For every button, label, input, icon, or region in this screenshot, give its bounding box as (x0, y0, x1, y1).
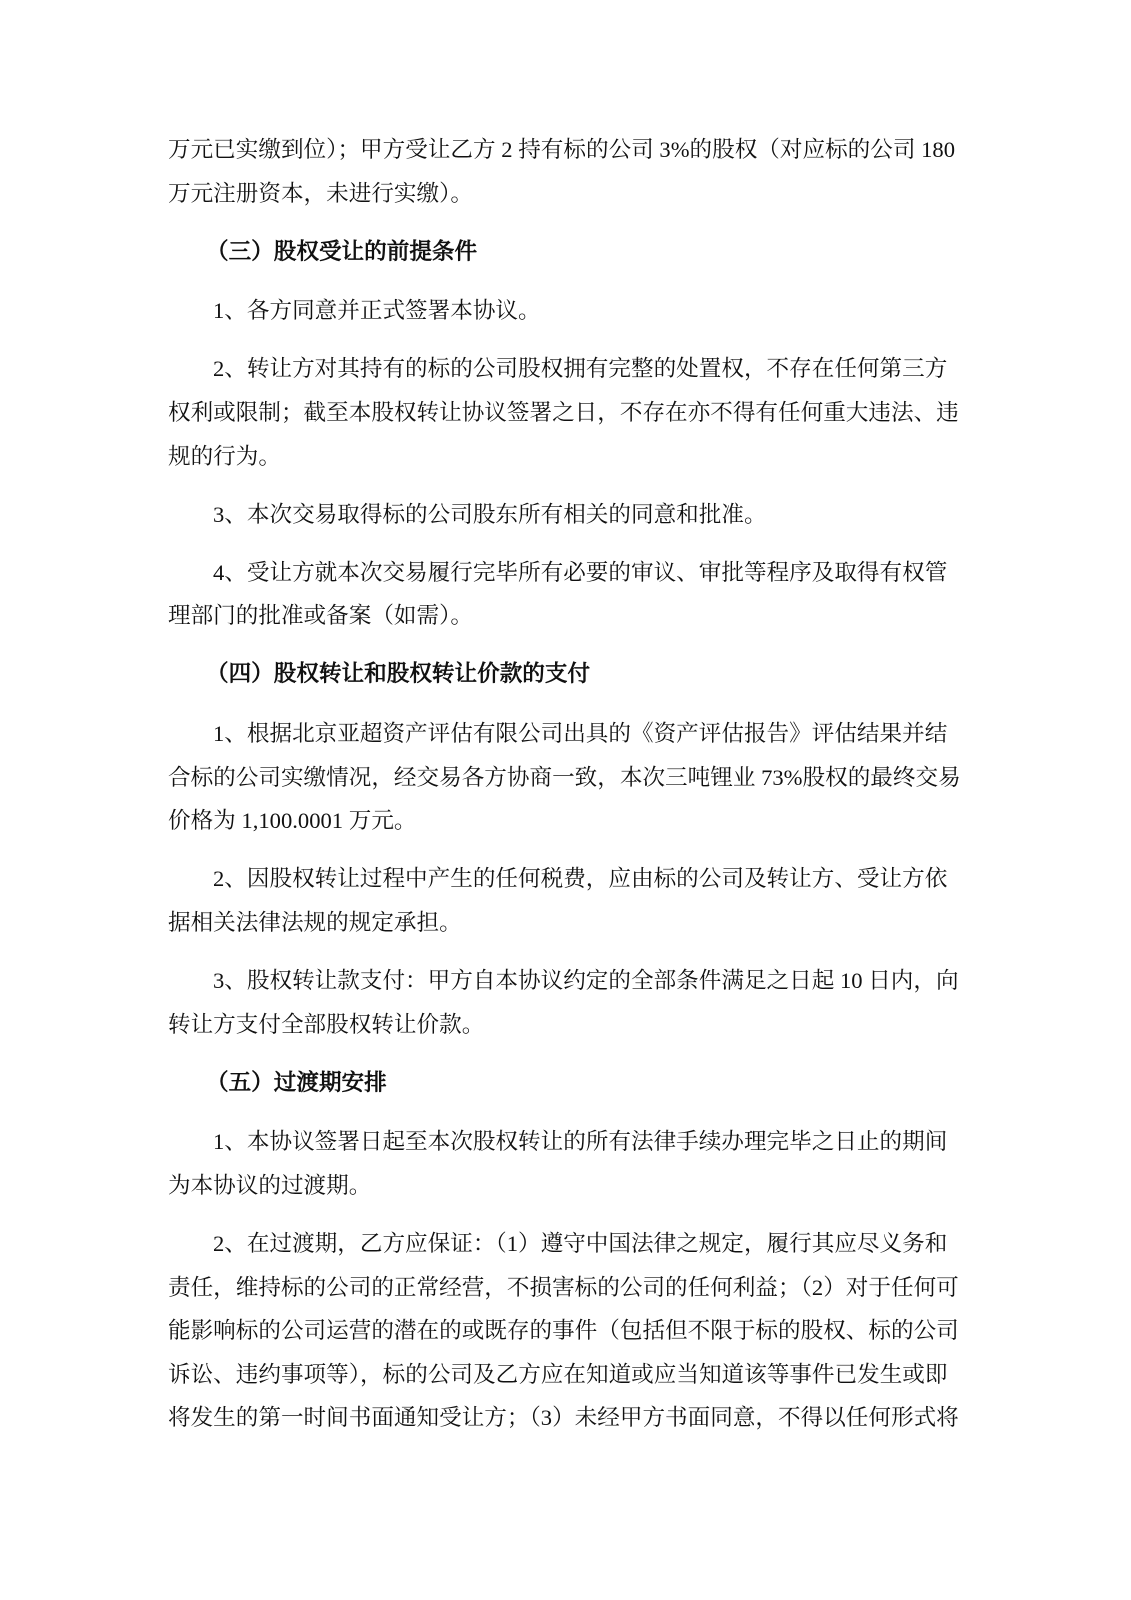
text-line: 4、受让方就本次交易履行完毕所有必要的审议、审批等程序及取得有权管 (213, 559, 948, 585)
section-heading (168, 230, 940, 274)
paragraph (168, 857, 948, 944)
paragraph (168, 1120, 948, 1207)
text-line: 合标的公司实缴情况，经交易各方协商一致，本次三吨锂业 73%股权的最终交易 (168, 764, 961, 790)
text-line: 据相关法律法规的规定承担。 (168, 909, 462, 935)
paragraph (168, 712, 961, 843)
text-line: （三）股权受让的前提条件 (206, 238, 478, 264)
text-line: 2、转让方对其持有的标的公司股权拥有完整的处置权，不存在任何第三方 (213, 356, 948, 382)
text-line: 理部门的批准或备案（如需）。 (168, 603, 474, 629)
text-line: 能影响标的公司运营的潜在的或既存的事件（包括但不限于标的股权、标的公司 (168, 1318, 959, 1344)
text-line: 3、股权转让款支付：甲方自本协议约定的全部条件满足之日起 10 日内，向 (213, 968, 959, 993)
text-line: 2、因股权转让过程中产生的任何税费，应由标的公司及转让方、受让方依 (213, 866, 948, 892)
text-line: （五）过渡期安排 (206, 1069, 387, 1095)
paragraph (168, 959, 959, 1046)
text-line: 将发生的第一时间书面通知受让方；（3）未经甲方书面同意，不得以任何形式将 (168, 1405, 959, 1431)
text-line: 万元注册资本，未进行实缴）。 (168, 180, 474, 206)
text-line: 价格为 1,100.0001 万元。 (168, 808, 417, 834)
text-line: 1、各方同意并正式签署本协议。 (213, 298, 541, 324)
paragraph (168, 289, 940, 333)
text-line: 为本协议的过渡期。 (168, 1172, 372, 1198)
paragraph (168, 1222, 959, 1440)
paragraph (168, 493, 940, 537)
section-heading (168, 652, 940, 696)
text-line: 诉讼、违约事项等），标的公司及乙方应在知道或应当知道该等事件已发生或即 (168, 1361, 948, 1387)
paragraph (168, 128, 956, 215)
text-line: 1、根据北京亚超资产评估有限公司出具的《资产评估报告》评估结果并结 (213, 721, 948, 747)
text-line: 规的行为。 (168, 443, 281, 469)
text-line: 万元已实缴到位）；甲方受让乙方 2 持有标的公司 3%的股权（对应标的公司 180 (168, 137, 956, 162)
text-line: 责任，维持标的公司的正常经营，不损害标的公司的任何利益；（2）对于任何可 (168, 1274, 959, 1300)
text-line: 2、在过渡期，乙方应保证：（1）遵守中国法律之规定，履行其应尽义务和 (213, 1230, 948, 1256)
text-line: （四）股权转让和股权转让价款的支付 (206, 661, 591, 687)
section-heading (168, 1061, 940, 1105)
document-page (168, 128, 961, 1454)
text-line: 权利或限制；截至本股权转让协议签署之日，不存在亦不得有任何重大违法、违 (168, 399, 959, 425)
text-line: 1、本协议签署日起至本次股权转让的所有法律手续办理完毕之日止的期间 (213, 1129, 948, 1155)
paragraph (168, 347, 959, 478)
text-line: 3、本次交易取得标的公司股东所有相关的同意和批准。 (213, 501, 767, 527)
paragraph (168, 551, 948, 638)
text-line: 转让方支付全部股权转让价款。 (168, 1011, 485, 1037)
